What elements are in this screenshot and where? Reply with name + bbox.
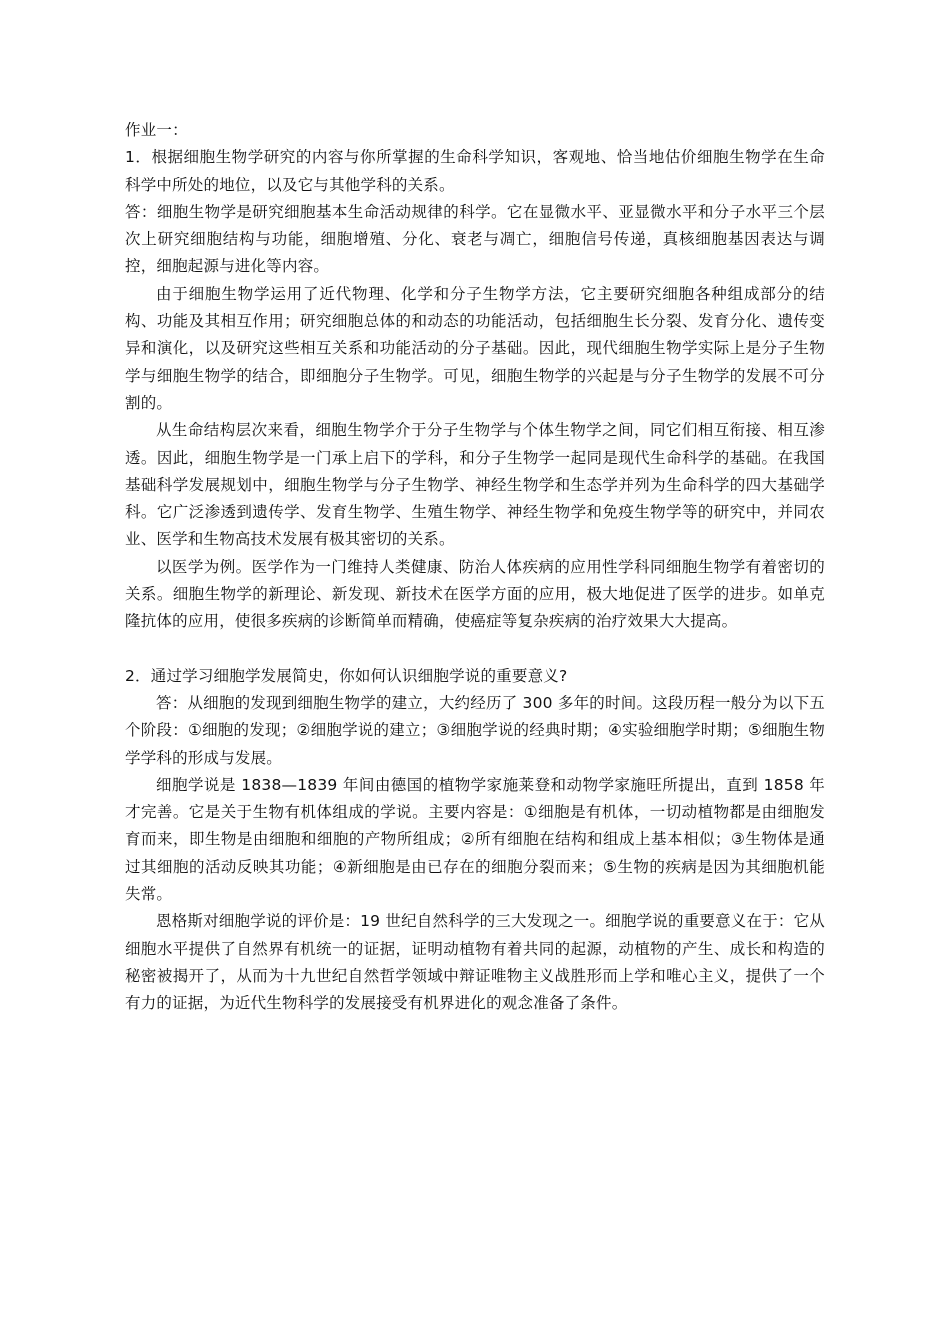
question-2-answer-paragraph-2: 细胞学说是 1838—1839 年间由德国的植物学家施莱登和动物学家施旺所提出，直到 1858 年才完善。它是关于生物有机体组成的学说。主要内容是：①细胞是有机体，一切动植物都是由细胞发育而来，即生物是由细胞和细胞的产物所组成；②所有细胞在结构和组成上基本相似；③生物体是通过其细胞的活动反映其功能；④新细胞是由已存在的细胞分裂而来；⑤生物的疾病是因为其细胞机能失常。 xyxy=(125,775,825,904)
question-1-answer-paragraph-1: 答：细胞生物学是研究细胞基本生命活动规律的科学。它在显微水平、亚显微水平和分子水平三个层次上研究细胞结构与功能，细胞增殖、分化、衰老与凋亡，细胞信号传递，真核细胞基因表达与调控，细胞起源与进化等内容。 xyxy=(125,202,825,276)
document-body xyxy=(125,117,825,1018)
question-1-answer-paragraph-3: 从生命结构层次来看，细胞生物学介于分子生物学与个体生物学之间，同它们相互衔接、相互渗透。因此，细胞生物学是一门承上启下的学科，和分子生物学一起同是现代生命科学的基础。在我国基础科学发展规划中，细胞生物学与分子生物学、神经生物学和生态学并列为生命科学的四大基础学科。它广泛渗透到遗传学、发育生物学、生殖生物学、神经生物学和免疫生物学等的研究中，并同农业、医学和生物高技术发展有极其密切的关系。 xyxy=(125,421,825,549)
question-1-answer-paragraph-4: 以医学为例。医学作为一门维持人类健康、防治人体疾病的应用性学科同细胞生物学有着密切的关系。细胞生物学的新理论、新发现、新技术在医学方面的应用，极大地促进了医学的进步。如单克隆抗体的应用，使很多疾病的诊断简单而精确，使癌症等复杂疾病的治疗效果大大提高。 xyxy=(125,557,825,631)
question-2-text: 2．通过学习细胞学发展简史，你如何认识细胞学说的重要意义? xyxy=(125,666,568,685)
question-2-answer-paragraph-1: 答：从细胞的发现到细胞生物学的建立，大约经历了 300 多年的时间。这段历程一般分为以下五个阶段：①细胞的发现；②细胞学说的建立；③细胞学说的经典时期；④实验细胞学时期；⑤细胞生物学学科的形成与发展。 xyxy=(125,693,825,767)
question-1-text: 1．根据细胞生物学研究的内容与你所掌握的生命科学知识，客观地、恰当地估价细胞生物学在生命科学中所处的地位，以及它与其他学科的关系。 xyxy=(125,148,825,194)
section-spacer xyxy=(125,636,825,663)
question-1-answer-paragraph-2: 由于细胞生物学运用了近代物理、化学和分子生物学方法，它主要研究细胞各种组成部分的结构、功能及其相互作用；研究细胞总体的和动态的功能活动，包括细胞生长分裂、发育分化、遗传变异和演化，以及研究这些相互关系和功能活动的分子基础。因此，现代细胞生物学实际上是分子生物学与细胞生物学的结合，即细胞分子生物学。可见，细胞生物学的兴起是与分子生物学的发展不可分割的。 xyxy=(125,284,825,412)
question-2-answer-paragraph-3: 恩格斯对细胞学说的评价是：19 世纪自然科学的三大发现之一。细胞学说的重要意义在于：它从细胞水平提供了自然界有机统一的证据，证明动植物有着共同的起源，动植物的产生、成长和构造的秘密被揭开了，从而为十九世纪自然哲学领域中辩证唯物主义战胜形而上学和唯心主义，提供了一个有力的证据，为近代生物科学的发展接受有机界进化的观念准备了条件。 xyxy=(125,912,825,1013)
document-heading: 作业一： xyxy=(125,121,188,139)
